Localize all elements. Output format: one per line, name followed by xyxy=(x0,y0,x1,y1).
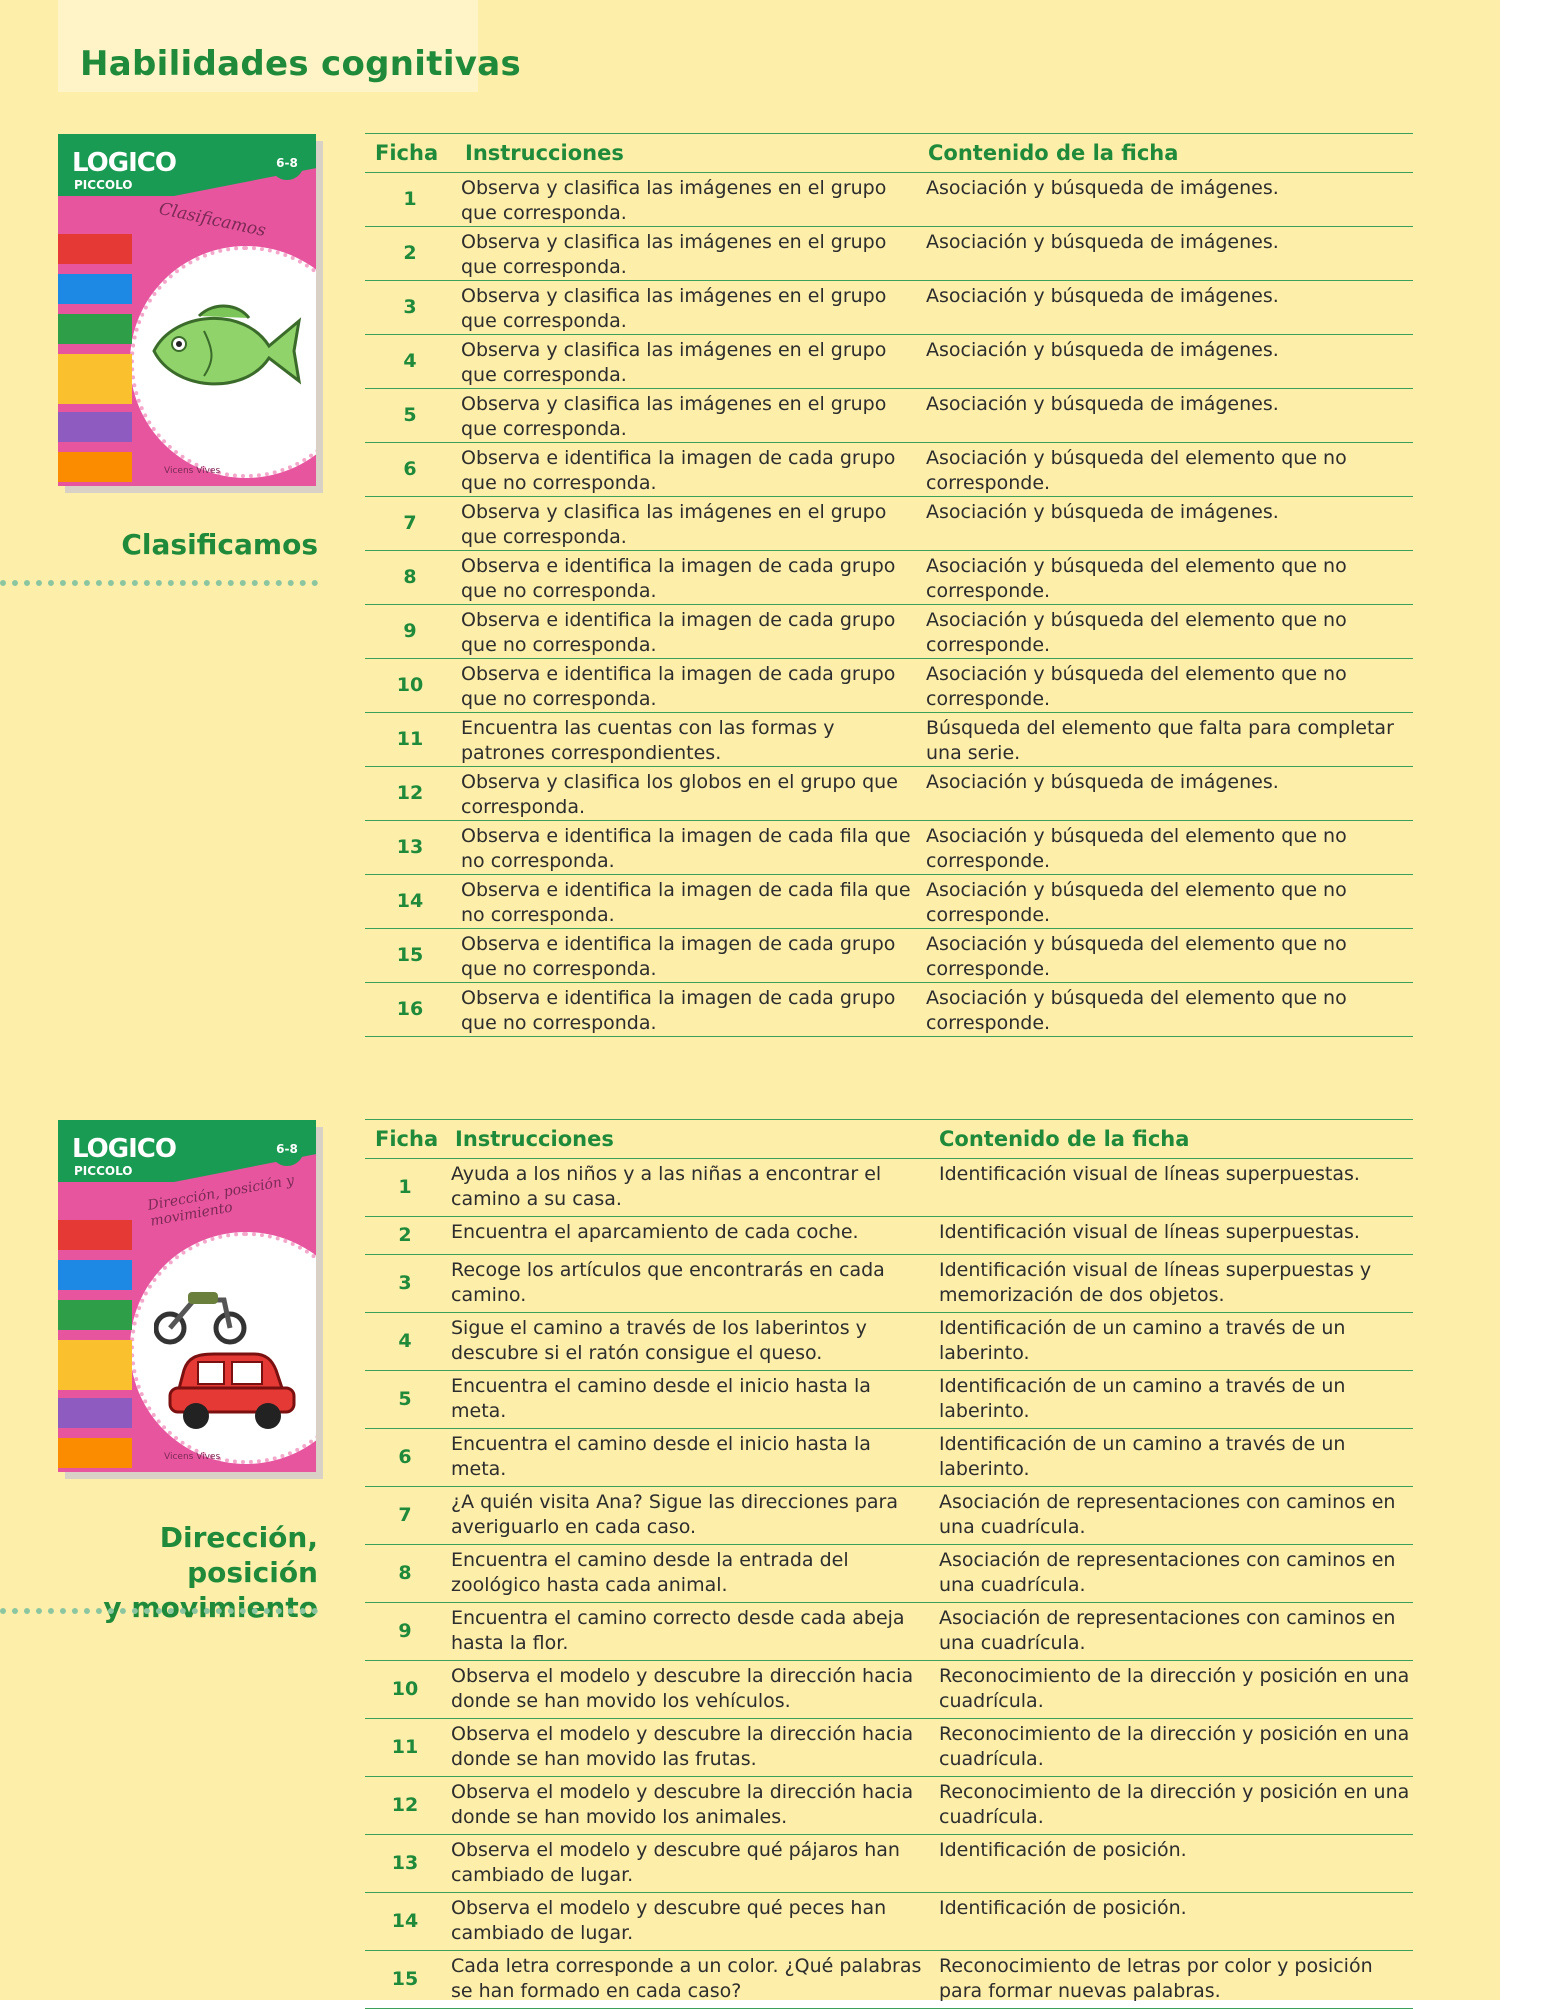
cover-age-badge: 6-8 xyxy=(270,146,304,180)
content-cell xyxy=(920,605,1413,659)
instruction-cell-text: Observa e identifica la imagen de cada grupo que no corresponda. xyxy=(461,663,896,710)
ficha-number-text: 6 xyxy=(403,458,417,480)
header-contenido: Contenido de la ficha xyxy=(923,1120,1413,1159)
content-cell xyxy=(920,389,1413,443)
section-label-clasificamos: Clasificamos xyxy=(121,528,318,561)
table-row xyxy=(365,1429,1413,1487)
content-cell-text: Asociación y búsqueda de imágenes. xyxy=(926,231,1279,253)
instruction-cell xyxy=(445,1545,923,1603)
content-cell-text: Identificación visual de líneas superpuestas. xyxy=(939,1221,1360,1243)
book-cover-direccion xyxy=(58,1120,316,1472)
cover-strip xyxy=(58,1340,132,1390)
table-row xyxy=(365,1487,1413,1545)
content-cell-text: Identificación de un camino a través de un laberinto. xyxy=(939,1375,1346,1422)
table-row xyxy=(365,1313,1413,1371)
ficha-number-text: 13 xyxy=(396,836,424,858)
cover-brand-sub: PICCOLO xyxy=(74,1164,133,1178)
instruction-cell-text: Encuentra el camino correcto desde cada abeja hasta la flor. xyxy=(451,1607,905,1654)
content-cell xyxy=(923,1371,1413,1429)
table-body xyxy=(365,1159,1413,2009)
instruction-cell-text: Observa y clasifica las imágenes en el grupo que corresponda. xyxy=(461,393,887,440)
instruction-cell xyxy=(445,1255,923,1313)
content-cell-text: Identificación visual de líneas superpuestas. xyxy=(939,1163,1360,1185)
ficha-number xyxy=(365,713,455,767)
ficha-number-text: 2 xyxy=(398,1224,412,1246)
instruction-cell-text: Observa e identifica la imagen de cada grupo que no corresponda. xyxy=(461,987,896,1034)
content-cell xyxy=(920,227,1413,281)
cover-strip xyxy=(58,354,132,404)
ficha-number xyxy=(365,605,455,659)
header-ficha: Ficha xyxy=(365,134,455,173)
instruction-cell-text: Observa y clasifica las imágenes en el grupo que corresponda. xyxy=(461,501,887,548)
table-row xyxy=(365,497,1413,551)
content-cell xyxy=(923,1255,1413,1313)
ficha-number xyxy=(365,335,455,389)
ficha-number xyxy=(365,1893,445,1951)
cover-strip xyxy=(58,1220,132,1250)
instruction-cell xyxy=(455,497,920,551)
cover-strip xyxy=(58,234,132,264)
ficha-number-text: 5 xyxy=(398,1388,412,1410)
instruction-cell xyxy=(455,443,920,497)
dotted-divider xyxy=(0,1608,318,1614)
instruction-cell-text: Ayuda a los niños y a las niñas a encontrar el camino a su casa. xyxy=(451,1163,882,1210)
content-cell-text: Asociación y búsqueda del elemento que no corresponde. xyxy=(926,555,1347,602)
ficha-number-text: 8 xyxy=(403,566,417,588)
cover-title: Dirección, posición y movimiento xyxy=(146,1172,296,1230)
instruction-cell-text: Observa y clasifica las imágenes en el grupo que corresponda. xyxy=(461,285,887,332)
table-header-row xyxy=(365,134,1413,173)
instruction-cell-text: Encuentra el aparcamiento de cada coche. xyxy=(451,1221,859,1243)
ficha-number-text: 4 xyxy=(398,1330,412,1352)
instruction-cell-text: Encuentra las cuentas con las formas y patrones correspondientes. xyxy=(461,717,835,764)
ficha-number-text: 10 xyxy=(396,674,424,696)
content-cell-text: Asociación y búsqueda del elemento que no corresponde. xyxy=(926,447,1347,494)
cover-strip xyxy=(58,412,132,442)
instruction-cell xyxy=(445,1429,923,1487)
ficha-number xyxy=(365,1159,445,1217)
content-cell xyxy=(920,767,1413,821)
instruction-cell xyxy=(445,1159,923,1217)
content-cell xyxy=(923,1313,1413,1371)
instruction-cell-text: Observa e identifica la imagen de cada grupo que no corresponda. xyxy=(461,447,896,494)
instruction-cell xyxy=(445,1371,923,1429)
table-row xyxy=(365,281,1413,335)
page-title: Habilidades cognitivas xyxy=(80,44,522,84)
ficha-number-text: 9 xyxy=(403,620,417,642)
table-row xyxy=(365,1159,1413,1217)
content-cell xyxy=(923,1159,1413,1217)
instruction-cell-text: ¿A quién visita Ana? Sigue las direcciones para averiguarlo en cada caso. xyxy=(451,1491,898,1538)
ficha-number xyxy=(365,281,455,335)
ficha-number xyxy=(365,551,455,605)
ficha-number-text: 8 xyxy=(398,1562,412,1584)
table-row xyxy=(365,389,1413,443)
content-cell-text: Identificación de un camino a través de un laberinto. xyxy=(939,1433,1346,1480)
content-cell-text: Asociación y búsqueda del elemento que no corresponde. xyxy=(926,825,1347,872)
table-row xyxy=(365,1893,1413,1951)
ficha-number xyxy=(365,1545,445,1603)
instruction-cell xyxy=(455,767,920,821)
content-cell-text: Reconocimiento de la dirección y posición en una cuadrícula. xyxy=(939,1665,1410,1712)
content-cell-text: Asociación y búsqueda de imágenes. xyxy=(926,177,1279,199)
section-label-line: y movimiento xyxy=(103,1591,318,1624)
instruction-cell-text: Observa y clasifica las imágenes en el grupo que corresponda. xyxy=(461,339,887,386)
ficha-number xyxy=(365,821,455,875)
instruction-cell-text: Observa el modelo y descubre qué pájaros han cambiado de lugar. xyxy=(451,1839,900,1886)
instruction-cell-text: Cada letra corresponde a un color. ¿Qué palabras se han formado en cada caso? xyxy=(451,1955,922,2002)
ficha-number xyxy=(365,227,455,281)
ficha-number xyxy=(365,389,455,443)
table-row xyxy=(365,1255,1413,1313)
content-cell xyxy=(920,983,1413,1037)
section-label-line: Dirección, posición xyxy=(159,1521,318,1589)
ficha-number-text: 13 xyxy=(391,1852,419,1874)
header-ficha: Ficha xyxy=(365,1120,445,1159)
table-row xyxy=(365,1835,1413,1893)
content-cell xyxy=(920,929,1413,983)
table-row xyxy=(365,1217,1413,1255)
cover-strip xyxy=(58,1438,132,1468)
content-cell-text: Asociación y búsqueda de imágenes. xyxy=(926,393,1279,415)
cover-strip xyxy=(58,1260,132,1290)
instruction-cell xyxy=(445,1487,923,1545)
table-row xyxy=(365,1719,1413,1777)
instruction-cell xyxy=(455,335,920,389)
content-cell xyxy=(923,1893,1413,1951)
ficha-number xyxy=(365,1217,445,1255)
instruction-cell-text: Observa e identifica la imagen de cada grupo que no corresponda. xyxy=(461,933,896,980)
cover-strip xyxy=(58,274,132,304)
table-row xyxy=(365,821,1413,875)
instruction-cell xyxy=(445,1835,923,1893)
instruction-cell xyxy=(455,605,920,659)
instruction-cell xyxy=(455,713,920,767)
table-row xyxy=(365,1545,1413,1603)
instruction-cell-text: Observa e identifica la imagen de cada fila que no corresponda. xyxy=(461,879,911,926)
content-cell xyxy=(920,443,1413,497)
instruction-cell xyxy=(455,389,920,443)
ficha-number xyxy=(365,1255,445,1313)
content-cell xyxy=(920,281,1413,335)
ficha-number xyxy=(365,1487,445,1545)
dotted-divider xyxy=(0,580,318,586)
content-cell-text: Asociación y búsqueda de imágenes. xyxy=(926,285,1279,307)
header-instrucciones: Instrucciones xyxy=(445,1120,923,1159)
ficha-number xyxy=(365,443,455,497)
content-cell xyxy=(920,659,1413,713)
header-contenido: Contenido de la ficha xyxy=(920,134,1413,173)
content-cell xyxy=(923,1429,1413,1487)
instruction-cell-text: Encuentra el camino desde el inicio hasta la meta. xyxy=(451,1375,871,1422)
cover-strip xyxy=(58,1300,132,1330)
instruction-cell-text: Recoge los artículos que encontrarás en cada camino. xyxy=(451,1259,885,1306)
instruction-cell-text: Encuentra el camino desde el inicio hasta la meta. xyxy=(451,1433,871,1480)
instruction-cell-text: Observa e identifica la imagen de cada fila que no corresponda. xyxy=(461,825,911,872)
ficha-number-text: 1 xyxy=(403,188,417,210)
instruction-cell-text: Observa el modelo y descubre la dirección hacia donde se han movido los animales. xyxy=(451,1781,914,1828)
cover-brand-sub: PICCOLO xyxy=(74,178,133,192)
instruction-cell xyxy=(455,173,920,227)
ficha-number-text: 14 xyxy=(391,1910,419,1932)
ficha-number xyxy=(365,1719,445,1777)
cover-publisher: Vicens Vives xyxy=(164,466,221,476)
content-cell-text: Asociación de representaciones con caminos en una cuadrícula. xyxy=(939,1491,1396,1538)
cover-age-badge: 6-8 xyxy=(270,1132,304,1166)
content-cell xyxy=(920,497,1413,551)
ficha-number-text: 4 xyxy=(403,350,417,372)
instruction-cell-text: Observa el modelo y descubre la dirección hacia donde se han movido los vehículos. xyxy=(451,1665,914,1712)
content-cell-text: Asociación y búsqueda del elemento que no corresponde. xyxy=(926,987,1347,1034)
content-cell-text: Asociación y búsqueda de imágenes. xyxy=(926,339,1279,361)
instruction-cell-text: Observa el modelo y descubre qué peces han cambiado de lugar. xyxy=(451,1897,887,1944)
ficha-number xyxy=(365,1777,445,1835)
instruction-cell xyxy=(455,281,920,335)
ficha-number xyxy=(365,983,455,1037)
instruction-cell-text: Observa y clasifica los globos en el grupo que corresponda. xyxy=(461,771,898,818)
cover-brand: LOGICO xyxy=(72,1134,176,1164)
table-row xyxy=(365,1777,1413,1835)
content-cell-text: Asociación de representaciones con caminos en una cuadrícula. xyxy=(939,1549,1396,1596)
table-row xyxy=(365,1661,1413,1719)
content-cell xyxy=(920,335,1413,389)
content-cell xyxy=(920,173,1413,227)
table-body xyxy=(365,173,1413,1037)
ficha-number-text: 9 xyxy=(398,1620,412,1642)
instruction-cell xyxy=(455,929,920,983)
ficha-number-text: 5 xyxy=(403,404,417,426)
instruction-cell xyxy=(445,1313,923,1371)
cover-strip xyxy=(58,452,132,482)
book-cover-clasificamos xyxy=(58,134,316,486)
content-cell-text: Identificación visual de líneas superpuestas y memorización de dos objetos. xyxy=(939,1259,1372,1306)
content-cell xyxy=(923,1719,1413,1777)
ficha-number-text: 11 xyxy=(391,1736,419,1758)
instruction-cell xyxy=(445,1719,923,1777)
table-row xyxy=(365,875,1413,929)
ficha-number xyxy=(365,1661,445,1719)
table-row xyxy=(365,1603,1413,1661)
ficha-number-text: 7 xyxy=(398,1504,412,1526)
table-clasificamos xyxy=(365,133,1413,1037)
table-row xyxy=(365,443,1413,497)
table-row xyxy=(365,713,1413,767)
ficha-number xyxy=(365,1603,445,1661)
content-cell-text: Identificación de posición. xyxy=(939,1839,1187,1861)
instruction-cell xyxy=(445,1603,923,1661)
content-cell xyxy=(923,1545,1413,1603)
motorcycle-icon xyxy=(156,1292,244,1342)
table-direccion xyxy=(365,1119,1413,2009)
instruction-cell-text: Observa y clasifica las imágenes en el grupo que corresponda. xyxy=(461,177,887,224)
table-row xyxy=(365,335,1413,389)
ficha-number-text: 3 xyxy=(398,1272,412,1294)
instruction-cell-text: Sigue el camino a través de los laberintos y descubre si el ratón consigue el queso. xyxy=(451,1317,867,1364)
content-cell-text: Reconocimiento de la dirección y posición en una cuadrícula. xyxy=(939,1781,1410,1828)
instruction-cell xyxy=(445,1777,923,1835)
ficha-number xyxy=(365,173,455,227)
table-row xyxy=(365,605,1413,659)
content-cell-text: Asociación y búsqueda de imágenes. xyxy=(926,771,1279,793)
ficha-number-text: 10 xyxy=(391,1678,419,1700)
ficha-number xyxy=(365,659,455,713)
content-cell-text: Reconocimiento de letras por color y posición para formar nuevas palabras. xyxy=(939,1955,1373,2002)
instruction-cell xyxy=(445,1661,923,1719)
instruction-cell xyxy=(455,875,920,929)
content-cell-text: Búsqueda del elemento que falta para completar una serie. xyxy=(926,717,1394,764)
ficha-number-text: 1 xyxy=(398,1176,412,1198)
instruction-cell xyxy=(455,659,920,713)
content-cell xyxy=(923,1487,1413,1545)
ficha-number-text: 12 xyxy=(396,782,424,804)
ficha-number xyxy=(365,929,455,983)
content-cell xyxy=(923,1835,1413,1893)
content-cell-text: Asociación y búsqueda del elemento que no corresponde. xyxy=(926,879,1347,926)
instruction-cell xyxy=(455,821,920,875)
content-cell xyxy=(920,821,1413,875)
table-row xyxy=(365,983,1413,1037)
instruction-cell xyxy=(455,551,920,605)
ficha-number-text: 15 xyxy=(391,1968,419,1990)
table-row xyxy=(365,659,1413,713)
instruction-cell xyxy=(455,983,920,1037)
instruction-cell xyxy=(455,227,920,281)
ficha-number xyxy=(365,1371,445,1429)
ficha-number-text: 12 xyxy=(391,1794,419,1816)
content-cell xyxy=(923,1661,1413,1719)
ficha-number xyxy=(365,875,455,929)
instruction-cell-text: Observa y clasifica las imágenes en el grupo que corresponda. xyxy=(461,231,887,278)
ficha-number-text: 16 xyxy=(396,998,424,1020)
instruction-cell xyxy=(445,1893,923,1951)
cover-publisher: Vicens Vives xyxy=(164,1452,221,1462)
table-row xyxy=(365,551,1413,605)
content-cell-text: Asociación y búsqueda del elemento que no corresponde. xyxy=(926,933,1347,980)
table-row xyxy=(365,929,1413,983)
table-row xyxy=(365,227,1413,281)
content-cell xyxy=(923,1603,1413,1661)
ficha-number-text: 14 xyxy=(396,890,424,912)
content-cell xyxy=(920,551,1413,605)
car-icon xyxy=(170,1354,294,1429)
content-cell-text: Asociación y búsqueda del elemento que no corresponde. xyxy=(926,609,1347,656)
ficha-number xyxy=(365,497,455,551)
cover-brand: LOGICO xyxy=(72,148,176,178)
ficha-number xyxy=(365,1429,445,1487)
instruction-cell-text: Observa e identifica la imagen de cada grupo que no corresponda. xyxy=(461,609,896,656)
content-cell-text: Reconocimiento de la dirección y posición en una cuadrícula. xyxy=(939,1723,1410,1770)
ficha-number-text: 15 xyxy=(396,944,424,966)
table-row xyxy=(365,1371,1413,1429)
content-cell-text: Asociación de representaciones con caminos en una cuadrícula. xyxy=(939,1607,1396,1654)
instruction-cell xyxy=(445,1217,923,1255)
ficha-number-text: 3 xyxy=(403,296,417,318)
content-cell-text: Identificación de posición. xyxy=(939,1897,1187,1919)
ficha-number-text: 2 xyxy=(403,242,417,264)
instruction-cell-text: Observa e identifica la imagen de cada grupo que no corresponda. xyxy=(461,555,896,602)
fish-icon xyxy=(144,296,304,406)
ficha-number-text: 11 xyxy=(396,728,424,750)
table-header-row xyxy=(365,1120,1413,1159)
content-cell xyxy=(923,1777,1413,1835)
table-row xyxy=(365,767,1413,821)
instruction-cell-text: Observa el modelo y descubre la dirección hacia donde se han movido las frutas. xyxy=(451,1723,914,1770)
header-instrucciones: Instrucciones xyxy=(455,134,920,173)
content-cell xyxy=(923,1217,1413,1255)
ficha-number-text: 6 xyxy=(398,1446,412,1468)
content-cell-text: Identificación de un camino a través de un laberinto. xyxy=(939,1317,1346,1364)
content-cell xyxy=(920,875,1413,929)
ficha-number xyxy=(365,767,455,821)
cover-strip xyxy=(58,314,132,344)
ficha-number xyxy=(365,1835,445,1893)
car-motorcycle-icon xyxy=(154,1270,304,1440)
content-cell xyxy=(920,713,1413,767)
ficha-number-text: 7 xyxy=(403,512,417,534)
table-row xyxy=(365,173,1413,227)
cover-title: Clasificamos xyxy=(157,198,268,242)
ficha-number xyxy=(365,1313,445,1371)
content-cell-text: Asociación y búsqueda de imágenes. xyxy=(926,501,1279,523)
instruction-cell-text: Encuentra el camino desde la entrada del zoológico hasta cada animal. xyxy=(451,1549,849,1596)
content-cell-text: Asociación y búsqueda del elemento que no corresponde. xyxy=(926,663,1347,710)
cover-strip xyxy=(58,1398,132,1428)
